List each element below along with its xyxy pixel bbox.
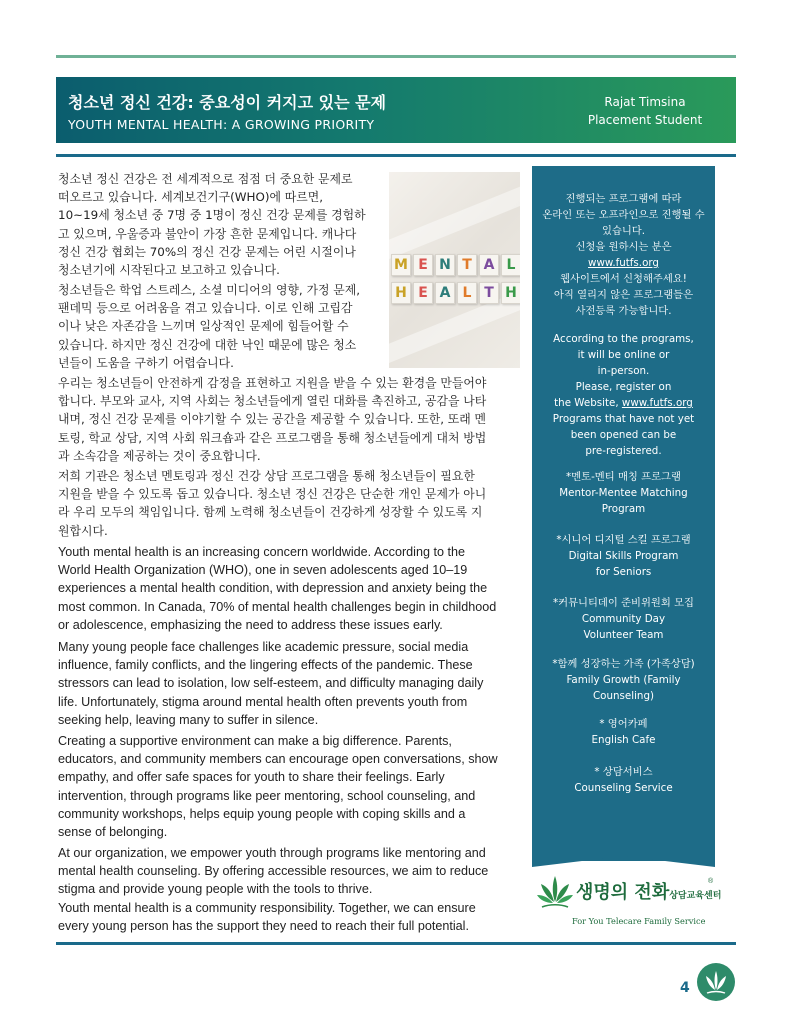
english-paragraph-2: [58, 638, 532, 729]
paragraph-line: 년들이 도움을 구하기 어렵습니다.: [58, 355, 234, 370]
paragraph-line: stigma and provide young people with the tools to thrive.: [58, 882, 373, 897]
paragraph-line: 합니다. 부모와 교사, 지역 사회는 청소년들에게 열린 대화를 촉진하고, 공감을 나타: [58, 394, 487, 409]
lotus-leaf-icon: [697, 963, 735, 1001]
mental-health-tiles-photo: [389, 172, 520, 368]
letter-tile: A: [479, 254, 499, 276]
letter-tile: N: [435, 254, 455, 276]
paragraph-line: 원합시다.: [58, 523, 108, 538]
footer-divider: [56, 942, 736, 945]
letter-tile: L: [457, 282, 477, 304]
program-name-english: Community Day: [581, 613, 666, 625]
letter-tile: L: [501, 254, 520, 276]
program-name-english: for Seniors: [595, 566, 652, 578]
paragraph-line: 있습니다. 하지만 정신 건강에 대한 낙인 때문에 많은 청소: [58, 337, 357, 352]
paragraph-line: educators, and community members can encourage open conversations, show: [58, 752, 498, 767]
notice-line: in-person.: [597, 365, 650, 377]
letter-tile: E: [413, 282, 433, 304]
paragraph-line: 10~19세 청소년 중 7명 중 1명이 정신 건강 문제를 경험하: [58, 208, 366, 223]
notice-line: 진행되는 프로그램에 따라: [565, 193, 682, 205]
program-name-korean: * 상담서비스: [594, 766, 653, 778]
program-item: [532, 656, 715, 704]
paragraph-line: 청소년 정신 건강은 전 세계적으로 점점 더 중요한 문제로: [58, 172, 353, 186]
tiles-row-mental: [391, 254, 520, 276]
page-number: 4: [680, 980, 690, 996]
paragraph-line: Many young people face challenges like academic pressure, social media: [58, 640, 469, 654]
program-name-korean: * 영어카페: [599, 718, 648, 730]
program-name-english: Counseling Service: [574, 782, 673, 794]
paragraph-line: 저희 기관은 청소년 멘토링과 정신 건강 상담 프로그램을 통해 청소년들이 필요한: [58, 469, 475, 483]
notice-line: 온라인 또는 오프라인으로 진행될 수: [542, 209, 705, 221]
notice-line: the Website,: [554, 397, 622, 409]
paragraph-line: Creating a supportive environment can make a big difference. Parents,: [58, 734, 452, 748]
program-item: [532, 764, 715, 796]
paragraph-line: 이나 낮은 자존감을 느끼며 일상적인 문제에 힘들어할 수: [58, 319, 349, 334]
program-name-korean: *커뮤니티데이 준비위원회 모집: [552, 597, 694, 609]
paragraph-line: mental health counseling. By offering accessible resources, we aim to reduce: [58, 864, 489, 879]
header-divider: [56, 154, 736, 157]
paragraph-line: 정신 건강 협회는 70%의 정신 건강 문제는 어린 시절이나: [58, 244, 356, 259]
website-link[interactable]: www.futfs.org: [621, 397, 693, 409]
programs-sidebar: [532, 166, 715, 861]
program-name-english: Family Growth (Family: [566, 674, 681, 686]
letter-tile: H: [501, 282, 520, 304]
letter-tile: T: [457, 254, 477, 276]
english-paragraph-1: [58, 543, 532, 634]
notice-line: According to the programs,: [553, 333, 694, 345]
korean-paragraph-1: [58, 170, 384, 279]
paragraph-line: 과 소속감을 제공하는 것이 중요합니다.: [58, 448, 261, 463]
letter-tile: A: [435, 282, 455, 304]
korean-paragraph-2: [58, 281, 384, 372]
letter-tile: T: [479, 282, 499, 304]
author-name: Rajat Timsina: [604, 95, 686, 109]
program-name-english: Digital Skills Program: [568, 550, 679, 562]
paragraph-line: World Health Organization (WHO), one in seven adolescents aged 10–19: [58, 563, 468, 578]
notice-line: it will be online or: [577, 349, 670, 361]
paragraph-line: intervention, through programs like peer mentoring, school counseling, and: [58, 788, 476, 803]
paragraph-line: empathy, and offer safe spaces for youth to share their feelings. Early: [58, 770, 445, 785]
program-name-english: Volunteer Team: [583, 629, 664, 641]
author-role: Placement Student: [587, 113, 703, 127]
paragraph-line: or adolescence, emphasizing the need to address these issues early.: [58, 617, 443, 632]
author-block: [570, 93, 720, 129]
program-item: [532, 595, 715, 643]
letter-tile: H: [391, 282, 411, 304]
letter-tile: M: [391, 254, 411, 276]
paragraph-line: 고 있으며, 우울증과 불안이 가장 흔한 문제입니다. 캐나다: [58, 226, 357, 241]
paragraph-line: most common. In Canada, 70% of mental health challenges begin in childhood: [58, 599, 497, 614]
korean-paragraph-3: [58, 374, 528, 465]
tiles-row-health: [391, 282, 520, 304]
notice-line: 신청을 원하시는 분은: [575, 241, 672, 253]
sidebar-notice-english: [532, 331, 715, 459]
registered-mark: ®: [708, 878, 714, 885]
notice-line: 웹사이트에서 신청해주세요!: [560, 273, 687, 285]
program-item: [532, 532, 715, 580]
paragraph-line: Youth mental health is a community responsibility. Together, we can ensure: [58, 900, 476, 915]
paragraph-line: seeking help, leaving many to suffer in silence.: [58, 712, 319, 727]
paragraph-line: 토링, 학교 상담, 지역 사회 워크숍과 같은 프로그램을 통해 청소년들에게 대처 방법: [58, 430, 487, 445]
program-item: [532, 716, 715, 748]
top-divider: [56, 55, 736, 58]
paragraph-line: 우리는 청소년들이 안전하게 감정을 표현하고 지원을 받을 수 있는 환경을 만들어야: [58, 376, 487, 390]
paragraph-line: experiences a mental health condition, with depression and anxiety being the: [58, 581, 488, 596]
paragraph-line: Youth mental health is an increasing concern worldwide. According to the: [58, 545, 465, 559]
program-name-english: Program: [601, 503, 646, 515]
program-name-english: English Cafe: [591, 734, 656, 746]
program-name-korean: *멘토-멘티 매칭 프로그램: [566, 471, 681, 483]
paragraph-line: At our organization, we empower youth through programs like mentoring and: [58, 846, 486, 860]
program-name-english: Mentor-Mentee Matching: [559, 487, 688, 499]
paragraph-line: 청소년들은 학업 스트레스, 소셜 미디어의 영향, 가정 문제,: [58, 283, 360, 297]
header-banner: [56, 77, 736, 143]
organization-logo: [536, 866, 726, 930]
lotus-leaf-icon: [536, 872, 574, 912]
paragraph-line: 지원을 받을 수 있도록 돕고 있습니다. 청소년 정신 건강은 단순한 개인 문제가 아니: [58, 487, 487, 502]
logo-name-korean-small: 상담교육센터: [669, 891, 722, 901]
paragraph-line: 청소년기에 시작된다고 보고하고 있습니다.: [58, 263, 280, 278]
logo-name-korean: 생명의 전화상담교육센터: [576, 882, 722, 903]
paragraph-line: stressors can lead to isolation, low self-esteem, and difficulty managing daily: [58, 676, 484, 691]
logo-name-english: For You Telecare Family Service: [572, 916, 706, 926]
notice-line: Programs that have not yet: [552, 413, 695, 425]
program-name-korean: *함께 성장하는 가족 (가족상담): [552, 658, 695, 670]
paragraph-line: 라 우리 모두의 책임입니다. 함께 노력해 청소년들이 건강하게 성장할 수 있도록 지: [58, 505, 483, 520]
paragraph-line: 떠오르고 있습니다. 세계보건기구(WHO)에 따르면,: [58, 190, 323, 205]
paragraph-line: sense of belonging.: [58, 825, 168, 840]
title-english: YOUTH MENTAL HEALTH: A GROWING PRIORITY: [68, 117, 375, 132]
notice-line: been opened can be: [570, 429, 677, 441]
program-item: [532, 469, 715, 517]
paragraph-line: influence, family conflicts, and the lingering effects of the pandemic. These: [58, 658, 473, 673]
english-paragraph-3: [58, 732, 532, 841]
website-link[interactable]: www.futfs.org: [588, 257, 659, 269]
sidebar-notice-korean: [532, 191, 715, 319]
english-paragraph-4: [58, 844, 532, 935]
notice-line: Please, register on: [575, 381, 672, 393]
paragraph-line: 내며, 정신 건강 문제를 이야기할 수 있는 공간을 제공할 수 있습니다. 또한, 또래 멘: [58, 412, 487, 427]
program-name-korean: *시니어 디지털 스킬 프로그램: [556, 534, 691, 546]
program-name-english: Counseling): [592, 690, 655, 702]
letter-tile: E: [413, 254, 433, 276]
notice-line: pre-registered.: [585, 445, 662, 457]
notice-line: 있습니다.: [601, 225, 646, 237]
notice-line: 사전등록 가능합니다.: [575, 305, 672, 317]
paragraph-line: 팬데믹 등으로 어려움을 겪고 있습니다. 이로 인해 고립감: [58, 301, 353, 316]
paragraph-line: community workshops, helps equip young people with coping skills and a: [58, 806, 466, 821]
title-korean: 청소년 정신 건강: 중요성이 커지고 있는 문제: [68, 93, 387, 112]
korean-paragraph-4: [58, 467, 528, 540]
paragraph-line: life. Unfortunately, stigma around mental health often prevents youth from: [58, 694, 468, 709]
paragraph-line: every young person has the support they need to reach their full potential.: [58, 918, 469, 933]
notice-line: 아직 열리지 않은 프로그램들은: [553, 289, 694, 301]
